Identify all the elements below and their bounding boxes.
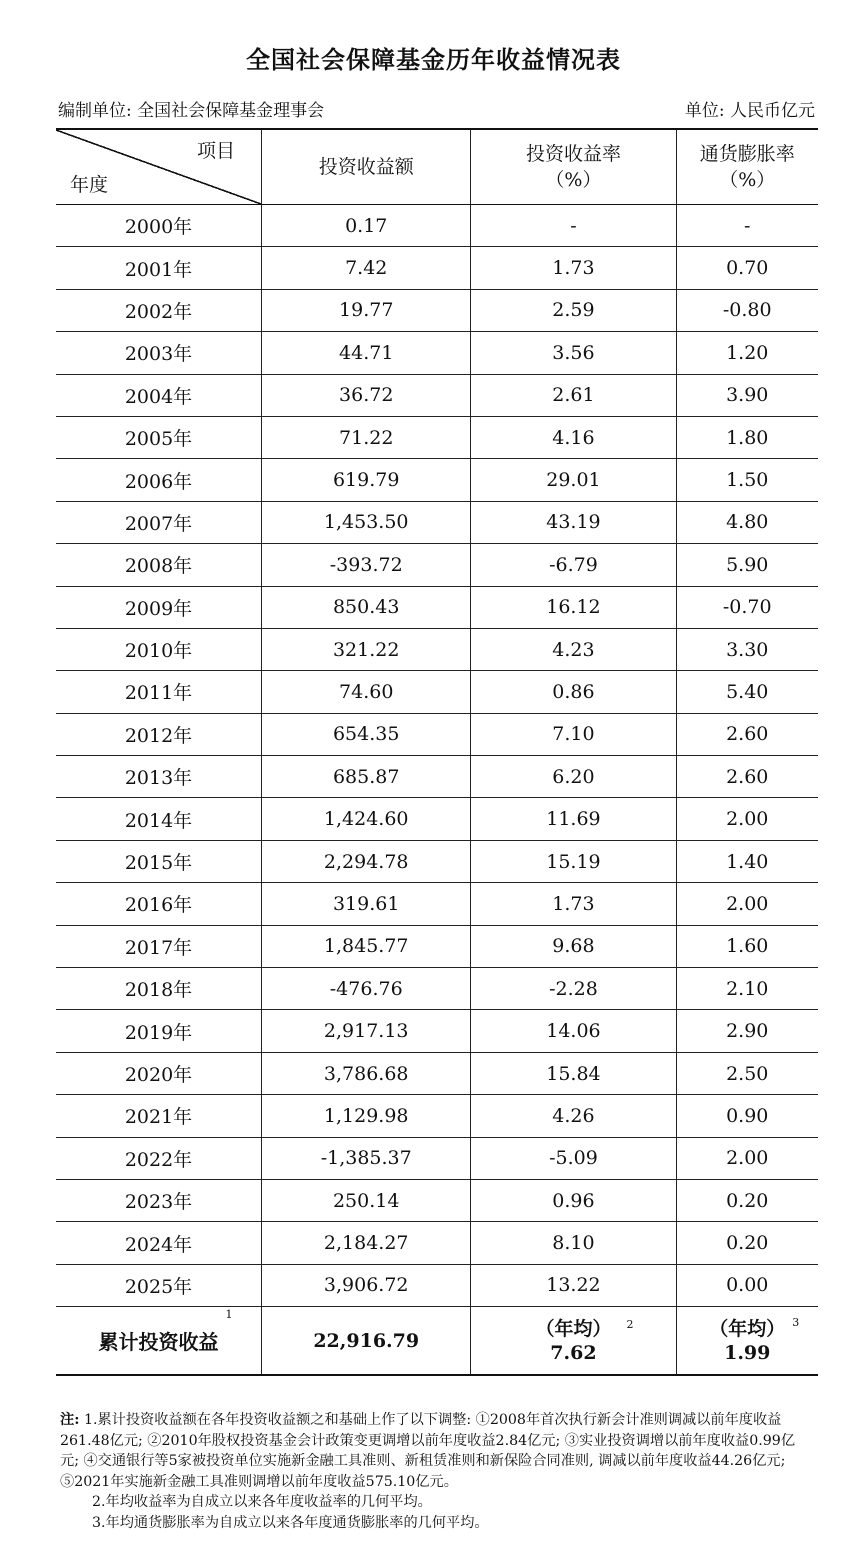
cell-year: 2007年 [56, 501, 262, 543]
cell-income: 36.72 [262, 374, 471, 416]
table-row [56, 374, 818, 416]
table-row [56, 1179, 818, 1221]
header-rate-line2: （%） [545, 169, 602, 191]
cell-year: 2016年 [56, 883, 262, 925]
cell-inflation: 2.00 [676, 1137, 818, 1179]
cell-rate: 13.22 [471, 1264, 676, 1306]
cell-year: 2015年 [56, 840, 262, 882]
cell-inflation: 1.60 [676, 925, 818, 967]
cell-income: 3,786.68 [262, 1052, 471, 1094]
cell-year: 2013年 [56, 756, 262, 798]
cell-year: 2000年 [56, 205, 262, 247]
cell-rate: 2.61 [471, 374, 676, 416]
total-inflation-cell [676, 1307, 818, 1376]
table-body [56, 205, 818, 1307]
cell-income: 1,424.60 [262, 798, 471, 840]
cell-rate: 16.12 [471, 586, 676, 628]
cell-inflation: 1.40 [676, 840, 818, 882]
cell-income: 1,453.50 [262, 501, 471, 543]
total-inflation-note: 3 [792, 1315, 800, 1329]
cell-inflation: 1.50 [676, 459, 818, 501]
table-row [56, 416, 818, 458]
cell-income: 1,129.98 [262, 1095, 471, 1137]
table-row [56, 883, 818, 925]
total-rate-cell [471, 1307, 676, 1376]
cell-year: 2021年 [56, 1095, 262, 1137]
cell-income: 0.17 [262, 205, 471, 247]
cell-inflation: 2.60 [676, 713, 818, 755]
cell-income: 685.87 [262, 756, 471, 798]
total-label: 累计投资收益 [98, 1330, 219, 1355]
table-row [56, 1264, 818, 1306]
total-income: 22,916.79 [262, 1307, 471, 1376]
cell-rate: 1.73 [471, 883, 676, 925]
cell-inflation: 0.20 [676, 1222, 818, 1264]
cell-inflation: 5.40 [676, 671, 818, 713]
cell-rate: 1.73 [471, 247, 676, 289]
cell-rate: -5.09 [471, 1137, 676, 1179]
cell-income: 2,294.78 [262, 840, 471, 882]
table-row [56, 1095, 818, 1137]
cell-year: 2011年 [56, 671, 262, 713]
table-header-row [56, 129, 818, 205]
cell-inflation: 2.10 [676, 968, 818, 1010]
cell-rate: 0.86 [471, 671, 676, 713]
cell-year: 2018年 [56, 968, 262, 1010]
table-row [56, 586, 818, 628]
cell-rate: 15.84 [471, 1052, 676, 1094]
cell-income: 319.61 [262, 883, 471, 925]
header-item-label: 项目 [197, 140, 236, 162]
cell-rate: 15.19 [471, 840, 676, 882]
cell-income: 850.43 [262, 586, 471, 628]
cell-income: 44.71 [262, 332, 471, 374]
cell-rate: 7.10 [471, 713, 676, 755]
cell-income: -1,385.37 [262, 1137, 471, 1179]
table-row [56, 247, 818, 289]
footnote-3: 3.年均通货膨胀率为自成立以来各年度通货膨胀率的几何平均。 [92, 1514, 489, 1531]
cell-year: 2001年 [56, 247, 262, 289]
table-row [56, 671, 818, 713]
returns-table [56, 128, 818, 1376]
cell-inflation: 2.50 [676, 1052, 818, 1094]
cell-rate: 14.06 [471, 1010, 676, 1052]
cell-inflation: 0.20 [676, 1179, 818, 1221]
header-income: 投资收益额 [262, 129, 471, 205]
table-row [56, 544, 818, 586]
cell-rate: 43.19 [471, 501, 676, 543]
cell-year: 2017年 [56, 925, 262, 967]
cell-year: 2006年 [56, 459, 262, 501]
cell-year: 2010年 [56, 628, 262, 670]
cell-income: 654.35 [262, 713, 471, 755]
cell-year: 2022年 [56, 1137, 262, 1179]
table-row [56, 1222, 818, 1264]
cell-income: 3,906.72 [262, 1264, 471, 1306]
cell-inflation: 2.00 [676, 883, 818, 925]
cell-rate: 29.01 [471, 459, 676, 501]
cell-year: 2008年 [56, 544, 262, 586]
cell-income: 74.60 [262, 671, 471, 713]
cell-inflation: 1.20 [676, 332, 818, 374]
table-row [56, 1052, 818, 1094]
header-rate-line1: 投资收益率 [525, 143, 621, 165]
cell-year: 2002年 [56, 289, 262, 331]
compiler-label: 编制单位: 全国社会保障基金理事会 [58, 101, 325, 121]
cell-income: 619.79 [262, 459, 471, 501]
cell-rate: 4.23 [471, 628, 676, 670]
cell-rate: 6.20 [471, 756, 676, 798]
table-row [56, 713, 818, 755]
cell-income: 71.22 [262, 416, 471, 458]
total-rate-value: 7.62 [550, 1341, 597, 1364]
total-inflation-value: 1.99 [724, 1341, 771, 1364]
table-row [56, 840, 818, 882]
unit-label: 单位: 人民币亿元 [684, 101, 815, 121]
table-row [56, 205, 818, 247]
table-row [56, 289, 818, 331]
footnote-1-text: 1.累计投资收益额在各年投资收益额之和基础上作了以下调整: ①2008年首次执行新会计准则调减以前年度收益261.48亿元; ②2010年股权投资基金会计政策变更调增以前年度收益2.84亿元; ③实业投资调增以前年度收益0.99亿元; ④交通银行等5家被投资单位实施新金融工具准则、新租赁准则和新保险合同准则, 调减以前年度收益44.26亿元; ⑤2021年实施新金融工具准则调增以前年度收益575.10亿元。 [60, 1412, 796, 1490]
cell-inflation: 2.60 [676, 756, 818, 798]
total-row [56, 1307, 818, 1376]
total-rate-note: 2 [626, 1317, 634, 1331]
cell-inflation: 0.70 [676, 247, 818, 289]
header-inflation-line1: 通货膨胀率 [699, 143, 795, 165]
cell-year: 2019年 [56, 1010, 262, 1052]
footnote-1 [60, 1410, 812, 1492]
notes-prefix: 注: [60, 1412, 80, 1428]
cell-rate: 0.96 [471, 1179, 676, 1221]
table-row [56, 756, 818, 798]
cell-inflation: 0.90 [676, 1095, 818, 1137]
cell-rate: 11.69 [471, 798, 676, 840]
cell-inflation: -0.80 [676, 289, 818, 331]
cell-rate: - [471, 205, 676, 247]
table-row [56, 501, 818, 543]
cell-year: 2009年 [56, 586, 262, 628]
cell-income: 2,184.27 [262, 1222, 471, 1264]
cell-inflation: 2.00 [676, 798, 818, 840]
cell-income: 2,917.13 [262, 1010, 471, 1052]
total-rate-label: （年均） [535, 1317, 612, 1340]
cell-rate: -6.79 [471, 544, 676, 586]
cell-income: 1,845.77 [262, 925, 471, 967]
cell-income: -393.72 [262, 544, 471, 586]
table-row [56, 968, 818, 1010]
table-row [56, 332, 818, 374]
cell-rate: 9.68 [471, 925, 676, 967]
table-row [56, 798, 818, 840]
cell-year: 2024年 [56, 1222, 262, 1264]
cell-year: 2014年 [56, 798, 262, 840]
cell-inflation: -0.70 [676, 586, 818, 628]
cell-inflation: 4.80 [676, 501, 818, 543]
cell-inflation: 2.90 [676, 1010, 818, 1052]
cell-rate: 4.16 [471, 416, 676, 458]
cell-inflation: 3.30 [676, 628, 818, 670]
cell-year: 2012年 [56, 713, 262, 755]
header-inflation [676, 129, 818, 205]
table-row [56, 628, 818, 670]
cell-year: 2005年 [56, 416, 262, 458]
cell-income: 321.22 [262, 628, 471, 670]
table-row [56, 1010, 818, 1052]
cell-rate: 4.26 [471, 1095, 676, 1137]
total-label-cell [56, 1307, 262, 1376]
table-row [56, 925, 818, 967]
header-rate [471, 129, 676, 205]
table-row [56, 459, 818, 501]
cell-year: 2004年 [56, 374, 262, 416]
header-year-label: 年度 [70, 174, 109, 196]
table-row [56, 1137, 818, 1179]
cell-income: -476.76 [262, 968, 471, 1010]
cell-income: 7.42 [262, 247, 471, 289]
cell-year: 2025年 [56, 1264, 262, 1306]
total-label-note: 1 [225, 1308, 233, 1322]
cell-year: 2020年 [56, 1052, 262, 1094]
cell-inflation: 3.90 [676, 374, 818, 416]
cell-year: 2003年 [56, 332, 262, 374]
diagonal-header-cell [56, 129, 262, 205]
footnote-2: 2.年均收益率为自成立以来各年度收益率的几何平均。 [92, 1494, 432, 1510]
header-inflation-line2: （%） [719, 169, 776, 191]
cell-income: 250.14 [262, 1179, 471, 1221]
cell-inflation: 1.80 [676, 416, 818, 458]
cell-rate: 8.10 [471, 1222, 676, 1264]
cell-income: 19.77 [262, 289, 471, 331]
page-title: 全国社会保障基金历年收益情况表 [246, 45, 621, 74]
cell-inflation: - [676, 205, 818, 247]
cell-rate: -2.28 [471, 968, 676, 1010]
cell-rate: 3.56 [471, 332, 676, 374]
footnotes [60, 1410, 812, 1533]
cell-inflation: 0.00 [676, 1264, 818, 1306]
cell-rate: 2.59 [471, 289, 676, 331]
cell-inflation: 5.90 [676, 544, 818, 586]
total-inflation-label: （年均） [709, 1317, 786, 1340]
cell-year: 2023年 [56, 1179, 262, 1221]
